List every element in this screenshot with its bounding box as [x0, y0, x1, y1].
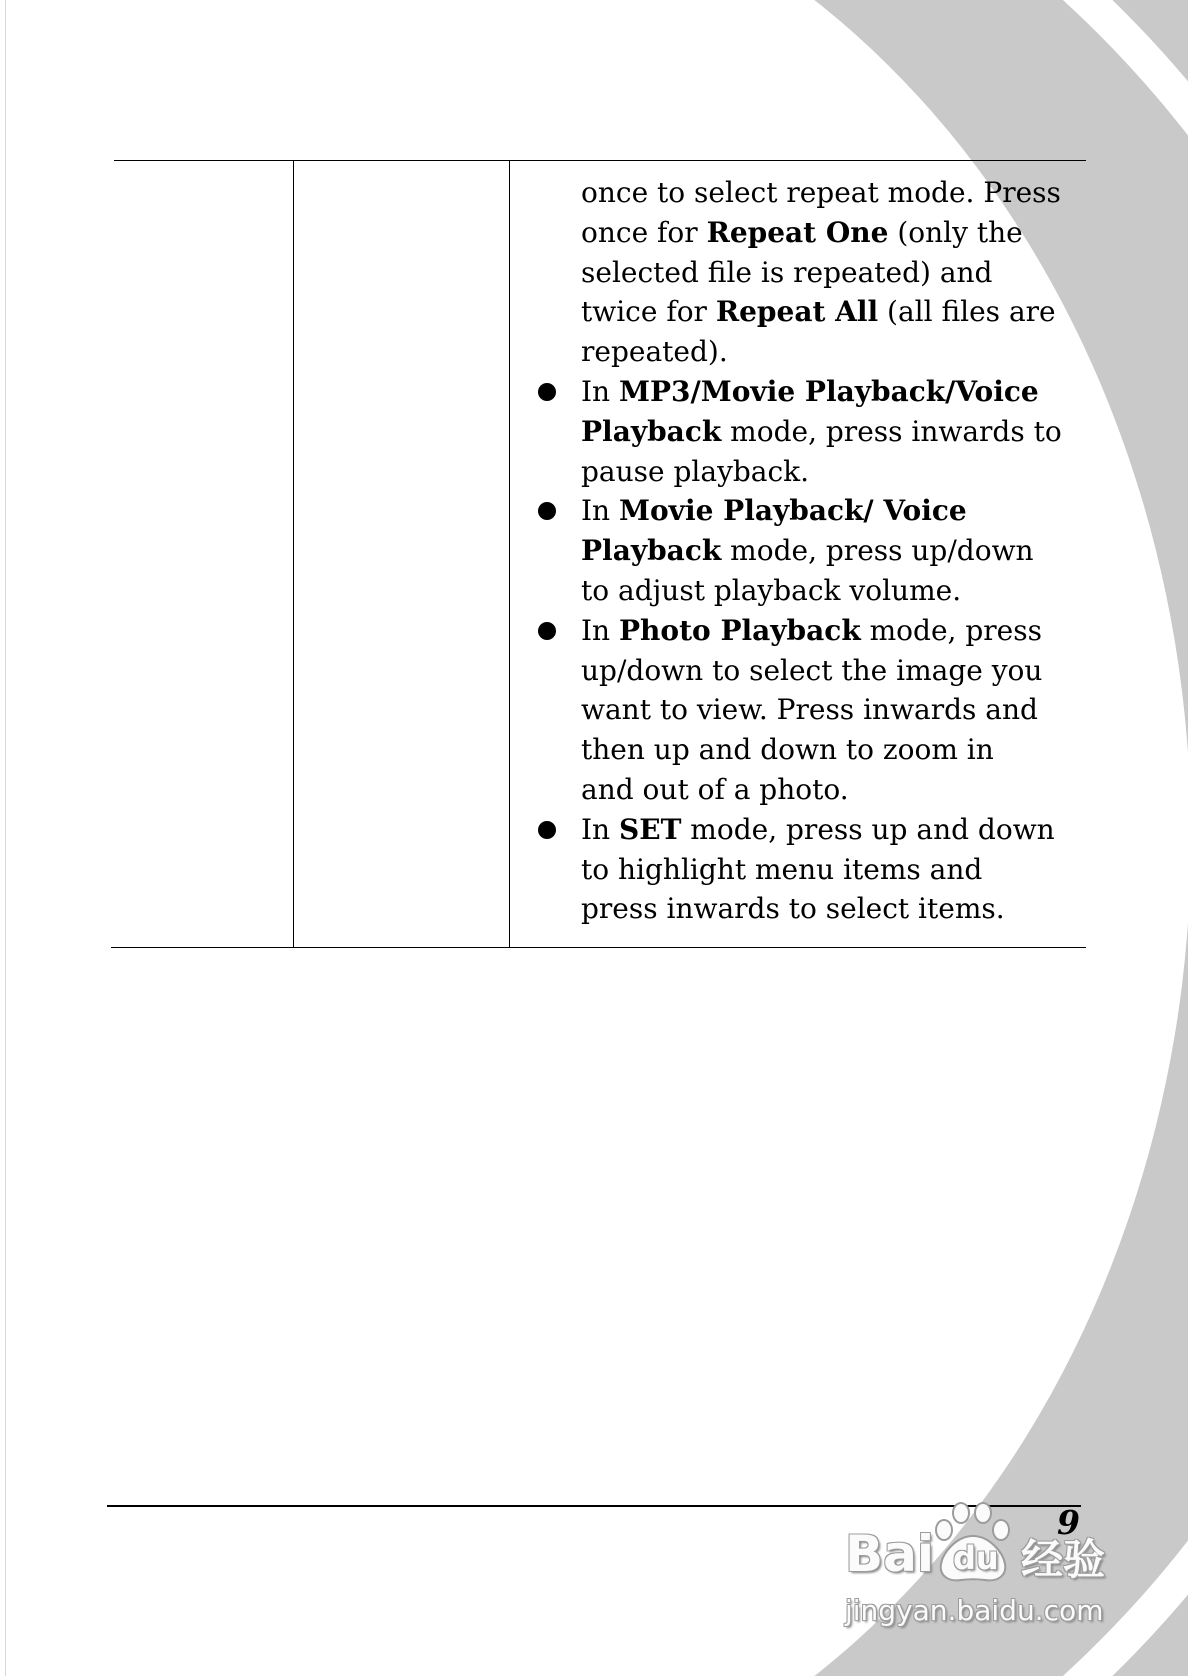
- text-line: [581, 173, 1062, 213]
- description-text: [581, 173, 1062, 929]
- text-line: [581, 253, 1062, 293]
- text-run: In: [581, 494, 619, 528]
- text-run: selected file is repeated) and: [581, 255, 993, 289]
- bullet-icon: [538, 622, 556, 640]
- text-line: [581, 332, 1062, 372]
- text-line: [581, 690, 1062, 730]
- text-line: [581, 611, 1062, 651]
- text-run: mode, press up and down: [681, 812, 1055, 846]
- text-line: [581, 292, 1062, 332]
- table-cell-description: [510, 161, 1086, 947]
- text-run: up/down to select the image you: [581, 653, 1043, 687]
- text-run: to adjust playback volume.: [581, 573, 962, 607]
- bullet-item: [581, 372, 1062, 491]
- text-run: to highlight menu items and: [581, 852, 983, 886]
- text-line: [581, 651, 1062, 691]
- text-line: [581, 372, 1062, 412]
- bold-term: Playback: [581, 534, 722, 568]
- text-run: (only the: [888, 215, 1023, 249]
- text-line: [581, 810, 1062, 850]
- watermark-logo-right: du: [953, 1539, 999, 1577]
- bold-term: Playback: [581, 414, 722, 448]
- text-run: pause playback.: [581, 454, 810, 488]
- text-run: mode, press inwards to: [721, 414, 1062, 448]
- text-line: [581, 850, 1062, 890]
- bullet-item: [581, 611, 1062, 810]
- text-run: In: [581, 613, 619, 647]
- text-run: mode, press up/down: [721, 534, 1034, 568]
- bold-term: Movie Playback/ Voice: [619, 494, 967, 528]
- text-run: (all files are: [878, 295, 1056, 329]
- watermark-logo-left: Bai: [845, 1525, 934, 1583]
- text-run: and out of a photo.: [581, 772, 849, 806]
- text-run: repeated).: [581, 335, 728, 369]
- bullet-item: [581, 810, 1062, 929]
- text-line: [581, 491, 1062, 531]
- bold-term: Photo Playback: [619, 613, 861, 647]
- bold-term: Repeat One: [706, 215, 889, 249]
- bullet-icon: [538, 821, 556, 839]
- text-run: once for: [581, 215, 707, 249]
- text-run: press inwards to select items.: [581, 892, 1005, 926]
- text-run: then up and down to zoom in: [581, 733, 994, 767]
- text-run: once to select repeat mode. Press: [581, 176, 1061, 209]
- table-cell-name: [114, 161, 293, 947]
- text-line: [581, 213, 1062, 253]
- bullet-item: [581, 491, 1062, 610]
- watermark-logo-cn: 经验: [1021, 1535, 1106, 1584]
- text-line: [581, 531, 1062, 571]
- watermark-url: jingyan.baidu.com: [845, 1594, 1104, 1627]
- text-line: [581, 770, 1062, 810]
- bold-term: MP3/Movie Playback/Voice: [619, 374, 1039, 408]
- baidu-watermark: [845, 1500, 1135, 1640]
- text-run: mode, press: [860, 613, 1042, 647]
- table-cell-icon: [294, 161, 509, 947]
- text-run: want to view. Press inwards and: [581, 693, 1038, 727]
- text-run: twice for: [581, 295, 716, 329]
- bold-term: SET: [619, 812, 682, 846]
- text-run: In: [581, 374, 619, 408]
- text-line: [581, 452, 1062, 492]
- text-line: [581, 889, 1062, 929]
- text-run: In: [581, 812, 619, 846]
- text-line: [581, 730, 1062, 770]
- bullet-icon: [538, 502, 556, 520]
- text-line: [581, 412, 1062, 452]
- bold-term: Repeat All: [715, 295, 879, 329]
- page-number: 9: [1057, 1503, 1080, 1542]
- bullet-icon: [538, 383, 556, 401]
- table-bottom-border: [111, 947, 1086, 948]
- text-line: [581, 571, 1062, 611]
